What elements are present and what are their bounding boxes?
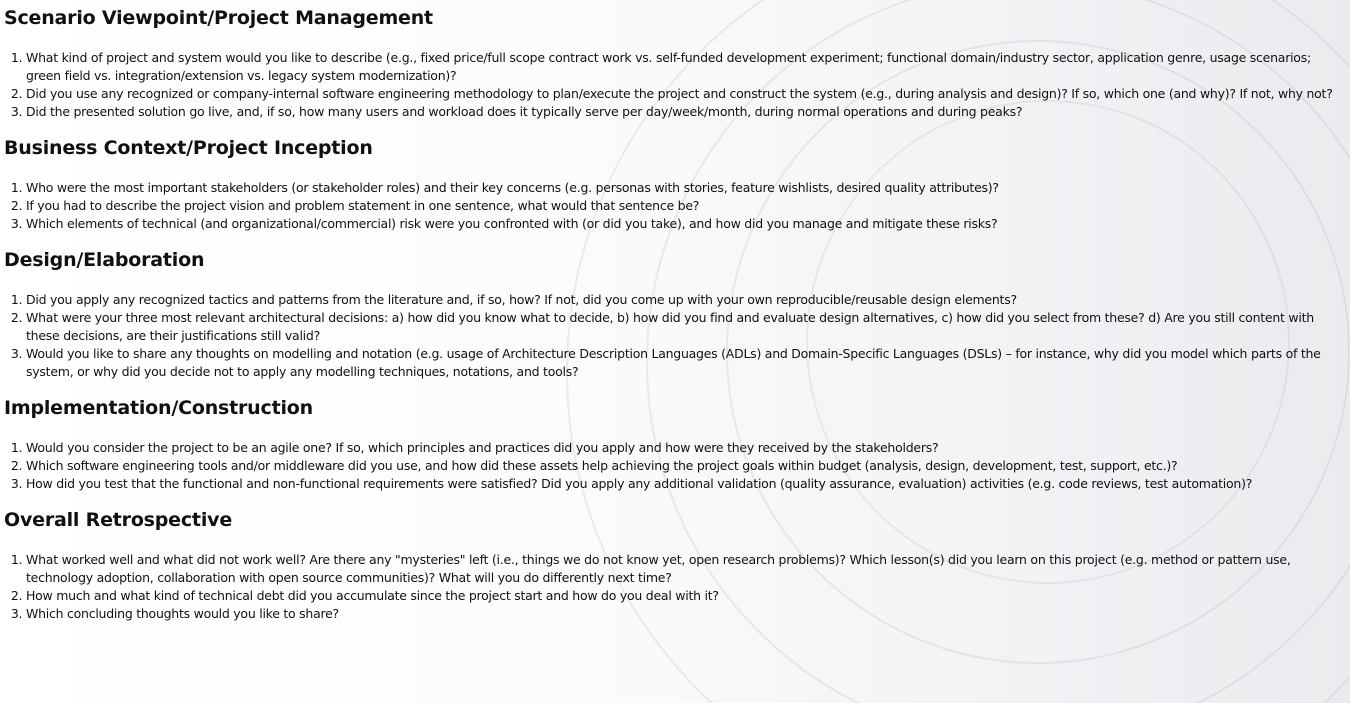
- question-item: 1. Would you consider the project to be an agile one? If so, which principles and practices did you apply and how were they received by the stakeholders?: [26, 439, 1346, 457]
- section-overall-retrospective: [4, 506, 1346, 623]
- question-item: 3. Would you like to share any thoughts on modelling and notation (e.g. usage of Architecture Description Languages (ADLs) and Domain-Specific Languages (DSLs) – for instance, why did you model which parts of the system, or why did you decide not to apply any modelling techniques, notations, and tools?: [26, 345, 1346, 381]
- question-item: 2. How much and what kind of technical debt did you accumulate since the project start and how do you deal with it?: [26, 587, 1346, 605]
- question-list: [4, 179, 1346, 233]
- question-item: 3. How did you test that the functional and non-functional requirements were satisfied? Did you apply any additional validation (quality assurance, evaluation) activities (e.g. code reviews, test automation)?: [26, 475, 1346, 493]
- question-item: 1. Who were the most important stakeholders (or stakeholder roles) and their key concerns (e.g. personas with stories, feature wishlists, desired quality attributes)?: [26, 179, 1346, 197]
- section-heading: Overall Retrospective: [4, 509, 233, 531]
- question-item: 3. Which elements of technical (and organizational/commercial) risk were you confronted with (or did you take), and how did you manage and mitigate these risks?: [26, 215, 1346, 233]
- section-heading: Implementation/Construction: [4, 397, 313, 419]
- section-business-context: [4, 134, 1346, 233]
- question-item: 2. What were your three most relevant architectural decisions: a) how did you know what to decide, b) how did you find and evaluate design alternatives, c) how did you select from these? d) Are you still content with these decisions, are their justifications still valid?: [26, 309, 1346, 345]
- question-list: [4, 551, 1346, 623]
- section-design-elaboration: [4, 246, 1346, 381]
- question-item: 1. Did you apply any recognized tactics and patterns from the literature and, if so, how? If not, did you come up with your own reproducible/reusable design elements?: [26, 291, 1346, 309]
- question-item: 1. What worked well and what did not work well? Are there any "mysteries" left (i.e., things we do not know yet, open research problems)? Which lesson(s) did you learn on this project (e.g. method or pattern use, technology adoption, collaboration with open source communities)? What will you do differently next time?: [26, 551, 1346, 587]
- question-item: 2. Which software engineering tools and/or middleware did you use, and how did these assets help achieving the project goals within budget (analysis, design, development, test, support, etc.)?: [26, 457, 1346, 475]
- section-implementation-construction: [4, 394, 1346, 493]
- section-heading: Scenario Viewpoint/Project Management: [4, 7, 433, 29]
- question-list: [4, 49, 1346, 121]
- question-item: 2. If you had to describe the project vision and problem statement in one sentence, what would that sentence be?: [26, 197, 1346, 215]
- question-item: 1. What kind of project and system would you like to describe (e.g., fixed price/full scope contract work vs. self-funded development experiment; functional domain/industry sector, application genre, usage scenarios; green field vs. integration/extension vs. legacy system modernization)?: [26, 49, 1346, 85]
- question-list: [4, 439, 1346, 493]
- section-heading: Design/Elaboration: [4, 249, 205, 271]
- section-heading: Business Context/Project Inception: [4, 137, 373, 159]
- section-scenario-viewpoint: [4, 4, 1346, 121]
- question-list: [4, 291, 1346, 381]
- question-item: 3. Did the presented solution go live, and, if so, how many users and workload does it typically serve per day/week/month, during normal operations and during peaks?: [26, 103, 1346, 121]
- question-item: 2. Did you use any recognized or company-internal software engineering methodology to plan/execute the project and construct the system (e.g., during analysis and design)? If so, which one (and why)? If not, why not?: [26, 85, 1346, 103]
- question-item: 3. Which concluding thoughts would you like to share?: [26, 605, 1346, 623]
